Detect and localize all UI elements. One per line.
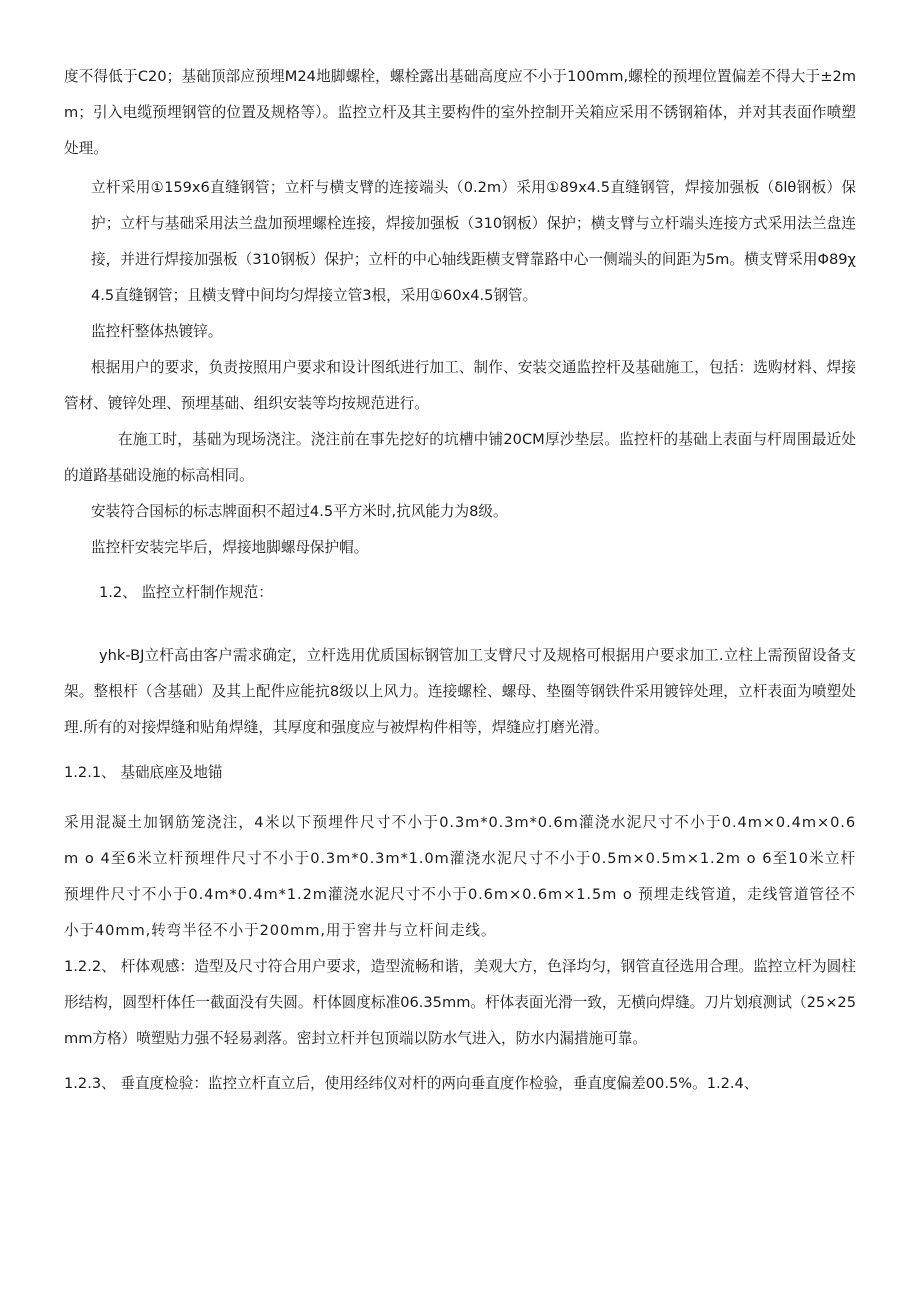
paragraph-user-requirements: 根据用户的要求，负责按照用户要求和设计图纸进行加工、制作、安装交通监控杆及基础施工，包括：选购材料、焊接管材、镀锌处理、预埋基础、组织安装等均按规范进行。	[64, 359, 856, 412]
paragraph-pole-appearance: 1.2.2、 杆体观感：造型及尺寸符合用户要求，造型流畅和谐，美观大方，色泽均匀，钢管直径选用合理。监控立杆为圆柱形结构，圆型杆体任一截面没有失圆。杆体圆度标准06.35mm。杆体表面光滑一致，无横向焊缝。刀片划痕测试（25×25mm方格）喷塑贴力强不轻易剥落。密封立杆并包顶端以防水气进入，防水内漏措施可靠。	[64, 958, 856, 1047]
paragraph-verticality: 1.2.3、 垂直度检验：监控立杆直立后，使用经纬仪对杆的两向垂直度作检验，垂直度偏差00.5%。1.2.4、	[64, 1075, 759, 1092]
paragraph-foundation-base: 采用混凝土加钢筋笼浇注，4米以下预埋件尺寸不小于0.3m*0.3m*0.6m灌浇水泥尺寸不小于0.4m×0.4m×0.6m o 4至6米立杆预埋件尺寸不小于0.3m*0.3m*1.0m灌浇水泥尺寸不小于0.5m×0.5m×1.2m o 6至10米立杆预埋件尺寸不小于0.4m*0.4m*1.2m灌浇水泥尺寸不小于0.6m×0.6m×1.5m o 预埋走线管道，走线管道管径不小于40mm,转弯半径不小于200mm,用于窖井与立杆间走线。	[64, 814, 856, 939]
paragraph-construction: 在施工时，基础为现场浇注。浇注前在事先挖好的坑槽中铺20CM厚沙垫层。监控杆的基础上表面与杆周围最近处的道路基础设施的标高相同。	[64, 431, 856, 484]
section-heading-1-2-1: 1.2.1、 基础底座及地锚	[64, 764, 223, 781]
section-heading-1-2: 1.2、 监控立杆制作规范：	[99, 584, 273, 601]
paragraph-sign-wind-resistance: 安装符合国标的标志牌面积不超过4.5平方米时,抗风能力为8级。	[91, 503, 508, 520]
paragraph-foundation-requirements: 度不得低于C20；基础顶部应预埋M24地脚螺栓，螺栓露出基础高度应不小于100mm,螺栓的预埋位置偏差不得大于±2mm；引入电缆预埋钢管的位置及规格等）。监控立杆及其主要构件的室外控制开关箱应采用不锈钢箱体，并对其表面作喷塑处理。	[64, 68, 856, 157]
paragraph-pole-materials: 立杆采用①159x6直缝钢管；立杆与横支臂的连接端头（0.2m）采用①89x4.5直缝钢管，焊接加强板（δlθ钢板）保护；立杆与基础采用法兰盘加预埋螺栓连接，焊接加强板（310钢板）保护；横支臂与立杆端头连接方式采用法兰盘连接，并进行焊接加强板（310钢板）保护；立杆的中心轴线距横支臂靠路中心一侧端头的间距为5m。横支臂采用Φ89χ4.5直缝钢管；且横支臂中间均匀焊接立管3根，采用①60x4.5钢管。	[91, 179, 856, 304]
paragraph-pole-specification: yhk-BJ立杆高由客户需求确定，立杆选用优质国标钢管加工支臂尺寸及规格可根据用户要求加工.立柱上需预留设备支架。整根杆（含基础）及其上配件应能抗8级以上风力。连接螺栓、螺母、垫圈等钢铁件采用镀锌处理，立杆表面为喷塑处理.所有的对接焊缝和贴角焊缝，其厚度和强度应与被焊构件相等，焊缝应打磨光滑。	[64, 647, 856, 736]
paragraph-galvanizing: 监控杆整体热镀锌。	[91, 323, 223, 340]
paragraph-protective-caps: 监控杆安装完毕后，焊接地脚螺母保护帽。	[91, 539, 369, 556]
